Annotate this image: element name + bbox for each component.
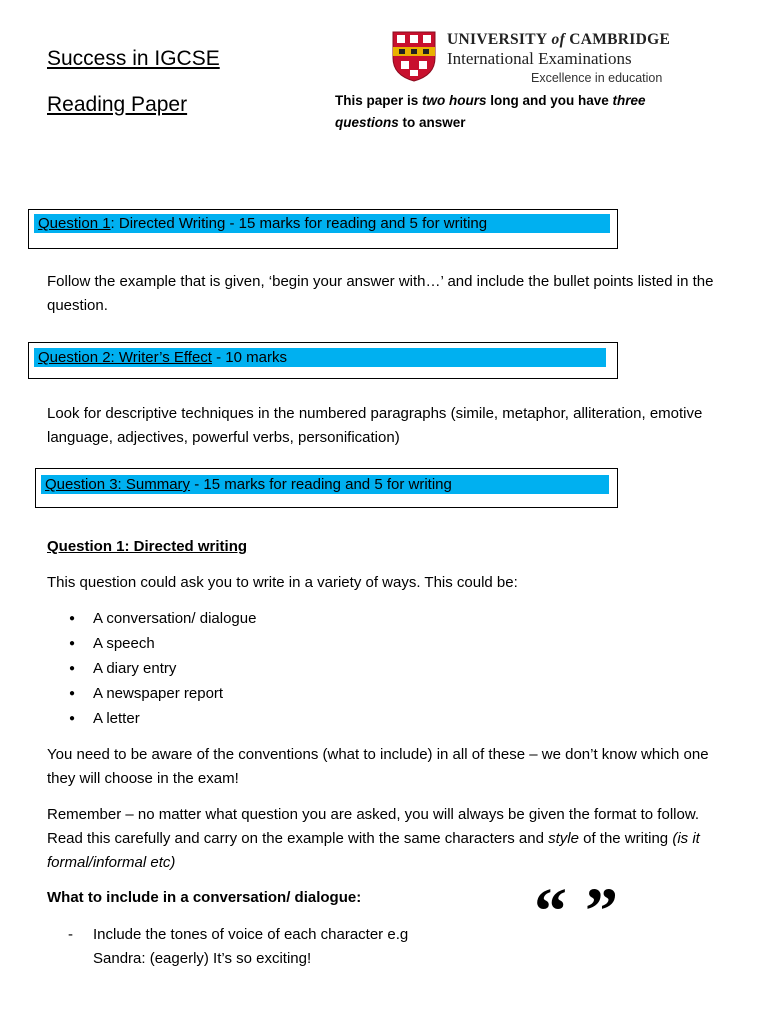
- question-1-bar: Question 1: Directed Writing - 15 marks for reading and 5 for writing: [34, 214, 610, 233]
- doc-subtitle: Reading Paper: [47, 93, 188, 116]
- question-1-box: [28, 209, 618, 249]
- question-2-box: [28, 342, 618, 379]
- list-item: ● A letter: [47, 706, 447, 731]
- question-1-note: Follow the example that is given, ‘begin your answer with…’ and include the bullet points listed in the question.: [47, 273, 714, 314]
- question-2-bar: Question 2: Writer’s Effect - 10 marks: [34, 348, 606, 367]
- question-2-note: Look for descriptive techniques in the numbered paragraphs (simile, metaphor, alliteration, emotive language, adjectives, powerful verbs, personification): [47, 405, 703, 446]
- doc-title: Success in IGCSE: [47, 47, 220, 70]
- paper-info: This paper is two hours long and you have three questions to answer: [335, 93, 646, 130]
- cambridge-logo-text: UNIVERSITY of CAMBRIDGE International Examinations Excellence in education: [447, 31, 671, 85]
- quote-marks-icon: “ ”: [534, 875, 618, 948]
- list-item: ● A diary entry: [47, 656, 447, 681]
- question-3-box: [35, 468, 618, 508]
- list-item: ● A conversation/ dialogue: [47, 606, 447, 631]
- cambridge-shield-icon: [391, 30, 437, 82]
- conventions-note: You need to be aware of the conventions (what to include) in all of these – we don’t know which one they will choose in the exam!: [47, 746, 709, 787]
- section-heading: Question 1: Directed writing: [47, 538, 248, 555]
- dash-marker: -: [68, 926, 73, 943]
- format-list: [47, 606, 447, 731]
- dialogue-tip: Include the tones of voice of each character e.g Sandra: (eagerly) It’s so exciting!: [93, 926, 409, 967]
- dialogue-heading: What to include in a conversation/ dialogue:: [47, 889, 362, 906]
- list-item: ● A speech: [47, 631, 447, 656]
- question-3-bar: Question 3: Summary - 15 marks for reading and 5 for writing: [41, 475, 609, 494]
- section-intro: This question could ask you to write in a variety of ways. This could be:: [47, 574, 518, 591]
- list-item: ● A newspaper report: [47, 681, 447, 706]
- remember-note: Remember – no matter what question you are asked, you will always be given the format to follow. Read this carefully and carry on the example with the same characters and style of the writing (is it formal/informal etc): [47, 806, 700, 871]
